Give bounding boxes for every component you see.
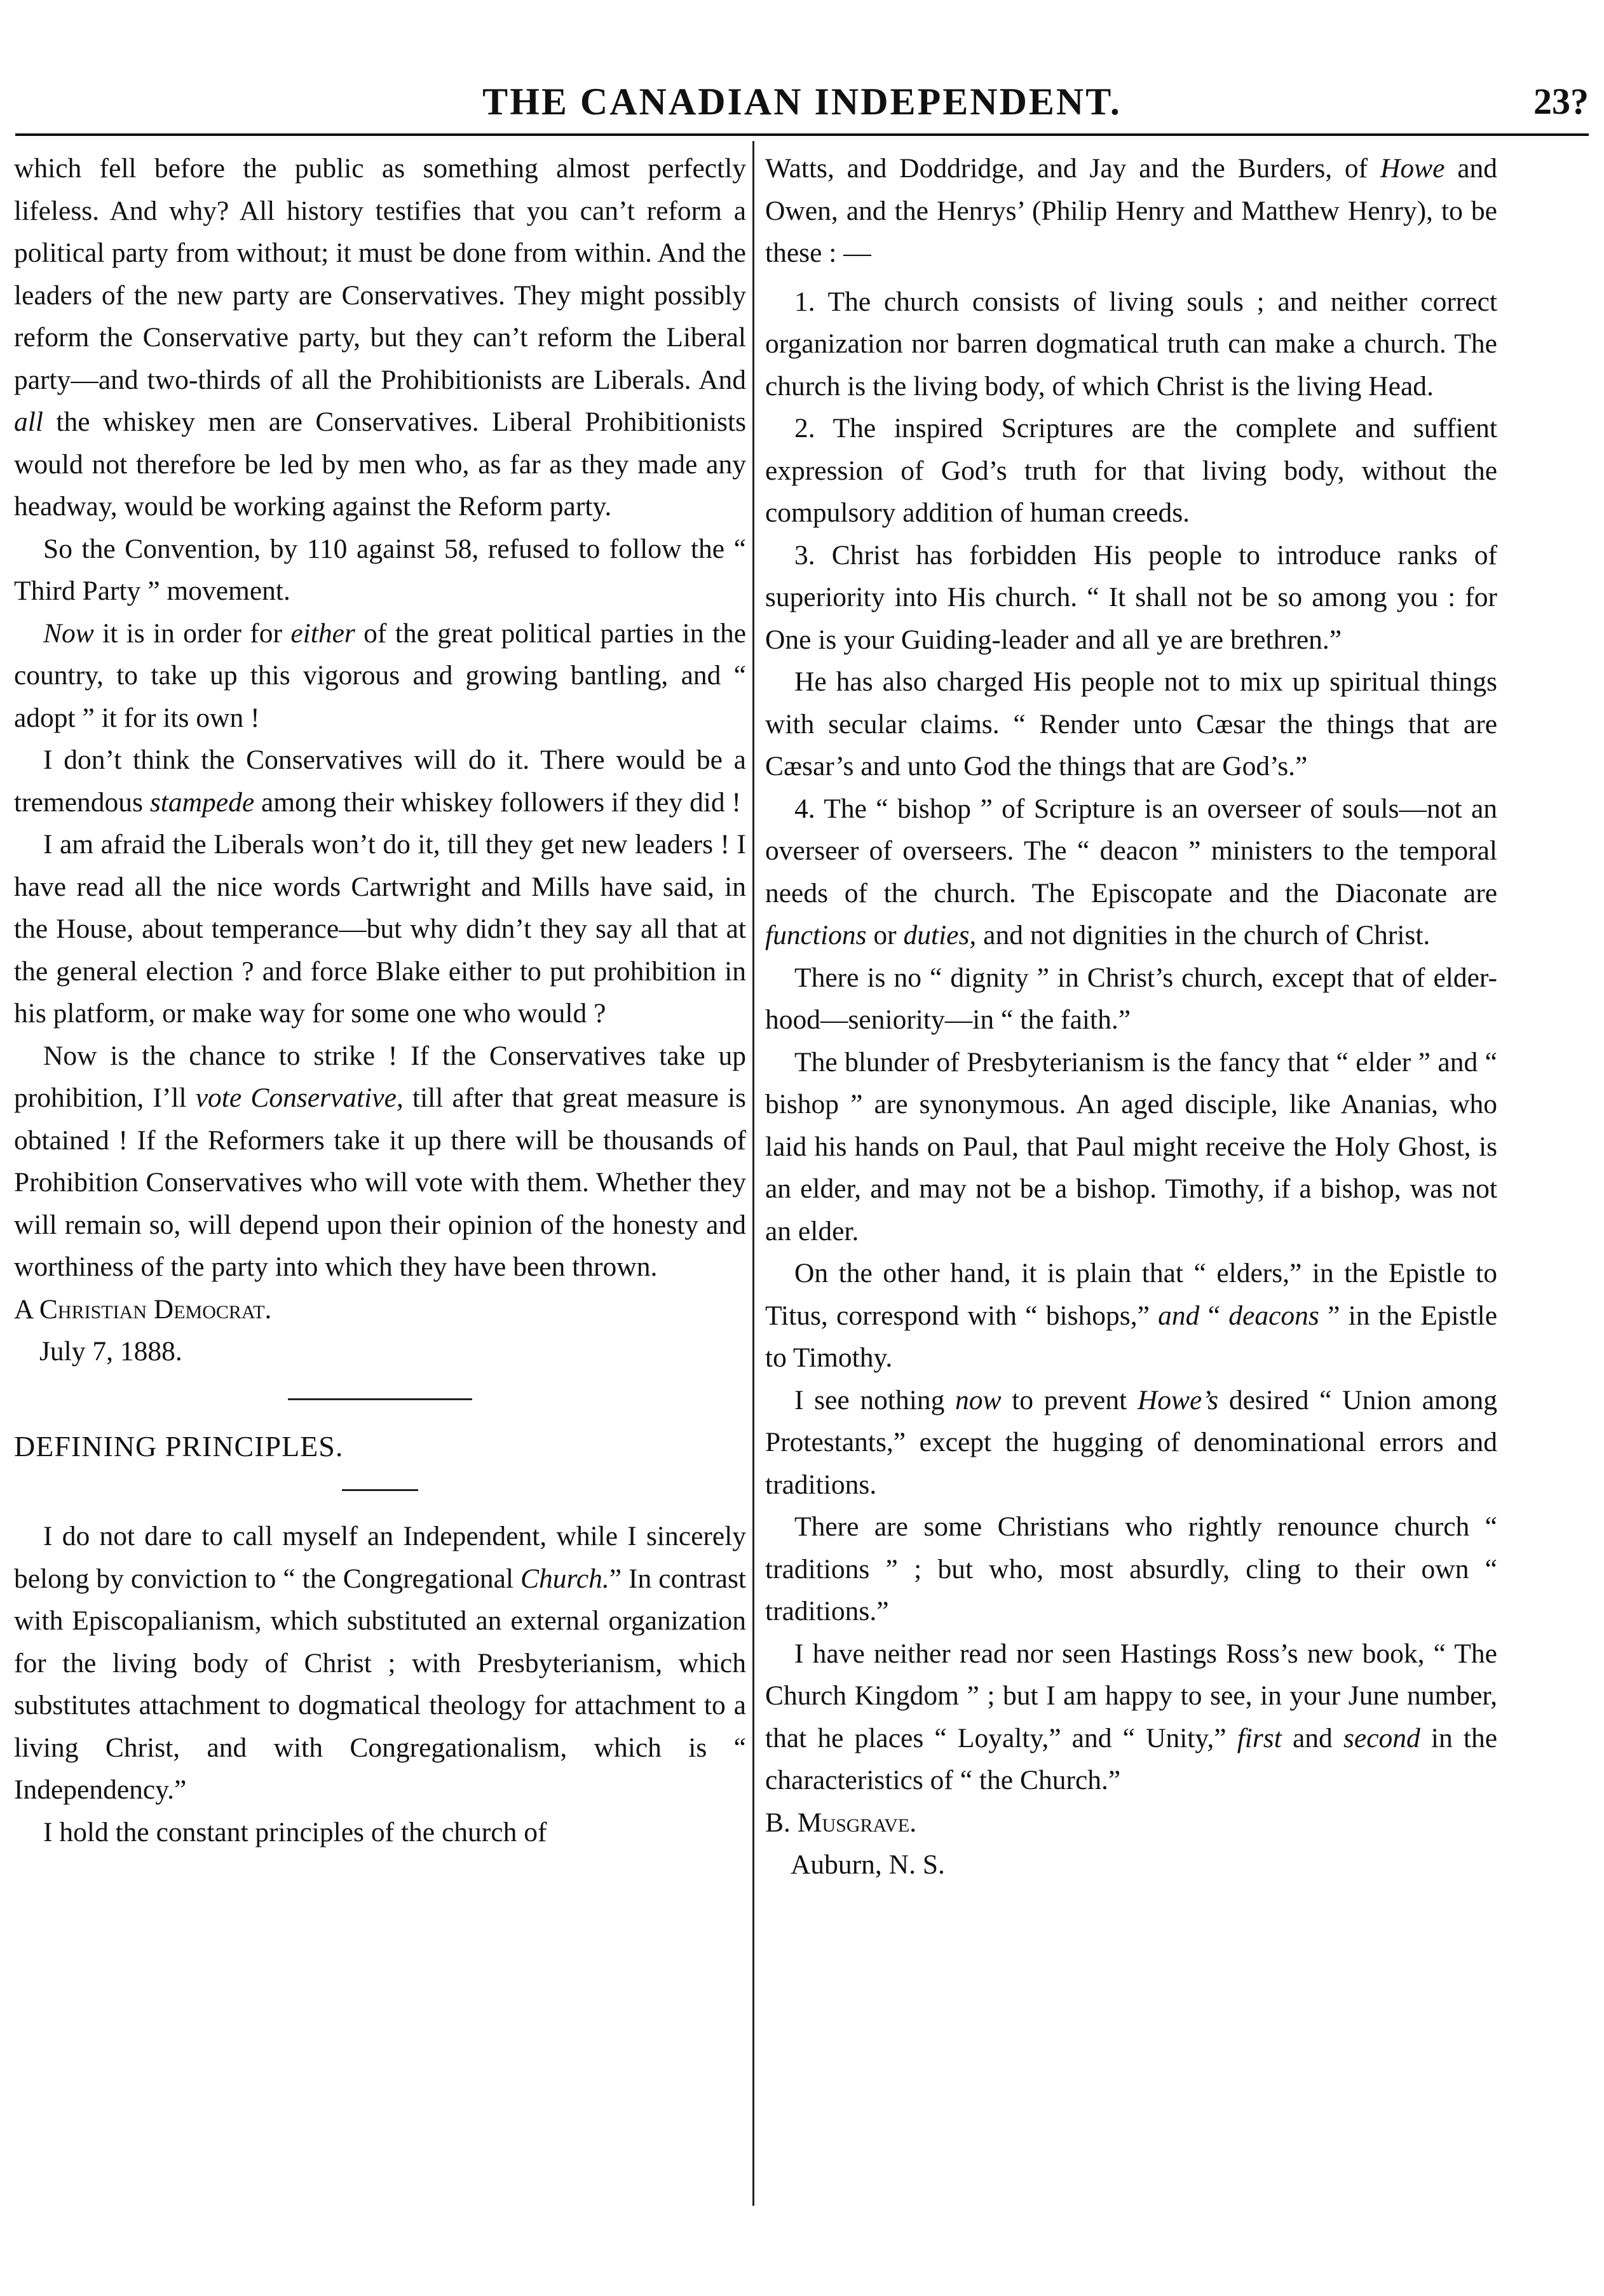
paragraph: 4. The “ bishop ” of Scripture is an overseer of souls—not an overseer of overseers. The “ deacon ” ministers to the temporal needs of the church. The Episcopate and the Diaconate are functions or duties, and not dignities in the church of Christ. bbox=[765, 793, 1497, 950]
dateline: July 7, 1888. bbox=[39, 1336, 182, 1367]
paragraph: 2. The inspired Scriptures are the complete and suffient expression of God’s truth for that living body, without the compulsory addition of human creeds. bbox=[765, 413, 1497, 528]
section-rule bbox=[342, 1489, 418, 1491]
page-header bbox=[15, 76, 1589, 127]
left-column bbox=[14, 147, 746, 1853]
signature: B. Musgrave. bbox=[765, 1807, 917, 1838]
paragraph: There are some Christians who rightly renounce church “ traditions ” ; but who, most absurdly, cling to their own “ traditions.” bbox=[765, 1511, 1497, 1626]
paragraph: On the other hand, it is plain that “ elders,” in the Epistle to Titus, correspond with “ bishops,” and “ deacons ” in the Epistle to Timothy. bbox=[765, 1258, 1498, 1373]
paragraph: I hold the constant principles of the church of bbox=[43, 1816, 547, 1847]
paragraph: There is no “ dignity ” in Christ’s church, except that of elder-hood—seniority—in “ the faith.” bbox=[765, 962, 1497, 1035]
paragraph: I have neither read nor seen Hastings Ross’s new book, “ The Church Kingdom ” ; but I am happy to see, in your June number, that he places “ Loyalty,” and “ Unity,” first and second in the characteristics of “ the Church.” bbox=[765, 1638, 1498, 1795]
paragraph: 3. Christ has forbidden His people to introduce ranks of superiority into His church. “ It shall not be so among you : for One is your Guiding-leader and all ye are brethren.” bbox=[765, 539, 1497, 655]
paragraph: He has also charged His people not to mix up spiritual things with secular claims. “ Render unto Cæsar the things that are Cæsar’s and unto God the things that are God’s.” bbox=[765, 666, 1497, 781]
paragraph: 1. The church consists of living souls ; and neither correct organization nor barren dogmatical truth can make a church. The church is the living body, of which Christ is the living Head. bbox=[765, 286, 1497, 402]
section-title: DEFINING PRINCIPLES. bbox=[14, 1429, 344, 1462]
section-rule bbox=[288, 1398, 472, 1400]
paragraph: So the Convention, by 110 against 58, refused to follow the “ Third Party ” movement. bbox=[14, 533, 746, 606]
paragraph: Watts, and Doddridge, and Jay and the Burders, of Howe and Owen, and the Henrys’ (Philip Henry and Matthew Henry), to be these : — bbox=[765, 153, 1498, 268]
header-rule bbox=[15, 133, 1589, 136]
paragraph: I am afraid the Liberals won’t do it, till they get new leaders ! I have read all the nice words Cartwright and Mills have said, in the House, about temperance—but why didn’t they say all that at the general election ? and force Blake either to put prohibition in his platform, or make way for some one who would ? bbox=[14, 829, 746, 1029]
paragraph: I see nothing now to prevent Howe’s desired “ Union among Protestants,” except the hugging of denominational errors and traditions. bbox=[765, 1384, 1497, 1500]
page-number: 23? bbox=[1533, 81, 1589, 122]
right-column bbox=[765, 147, 1497, 1886]
paragraph: I don’t think the Conservatives will do it. There would be a tremendous stampede among their whiskey followers if they did ! bbox=[14, 745, 746, 818]
column-divider bbox=[752, 141, 754, 2206]
journal-title: THE CANADIAN INDEPENDENT. bbox=[482, 81, 1122, 123]
place-line: Auburn, N. S. bbox=[791, 1849, 945, 1880]
paragraph: Now is the chance to strike ! If the Conservatives take up prohibition, I’ll vote Conservative, till after that great measure is obtained ! If the Reformers take it up there will be thousands of Prohibition Conservatives who will vote with them. Whether they will remain so, will depend upon their opinion of the honesty and worthiness of the party into which they have been thrown. bbox=[14, 1040, 746, 1282]
paragraph: The blunder of Presbyterianism is the fancy that “ elder ” and “ bishop ” are synonymous. An aged disciple, like Ananias, who laid his hands on Paul, that Paul might receive the Holy Ghost, is an elder, and may not be a bishop. Timothy, if a bishop, was not an elder. bbox=[765, 1046, 1497, 1246]
paragraph: Now it is in order for either of the great political parties in the country, to take up this vigorous and growing bantling, and “ adopt ” it for its own ! bbox=[14, 618, 747, 733]
paragraph: which fell before the public as something almost perfectly lifeless. And why? All history testifies that you can’t reform a political party from without; it must be done from within. And the leaders of the new party are Conservatives. They might possibly reform the Conservative party, but they can’t reform the Liberal party—and two-thirds of all the Prohibitionists are Liberals. And all the whiskey men are Conservatives. Liberal Prohibitionists would not therefore be led by men who, as far as they made any headway, would be working against the Reform party. bbox=[14, 153, 747, 522]
signature: A Christian Democrat. bbox=[14, 1293, 272, 1325]
paragraph: I do not dare to call myself an Independent, while I sincerely belong by conviction to “ the Congregational Church.” In contrast with Episcopalianism, which substituted an external organization for the living body of Christ ; with Presbyterianism, which substitutes attachment to dogmatical theology for attachment to a living Christ, and with Congregationalism, which is “ Independency.” bbox=[14, 1521, 746, 1805]
